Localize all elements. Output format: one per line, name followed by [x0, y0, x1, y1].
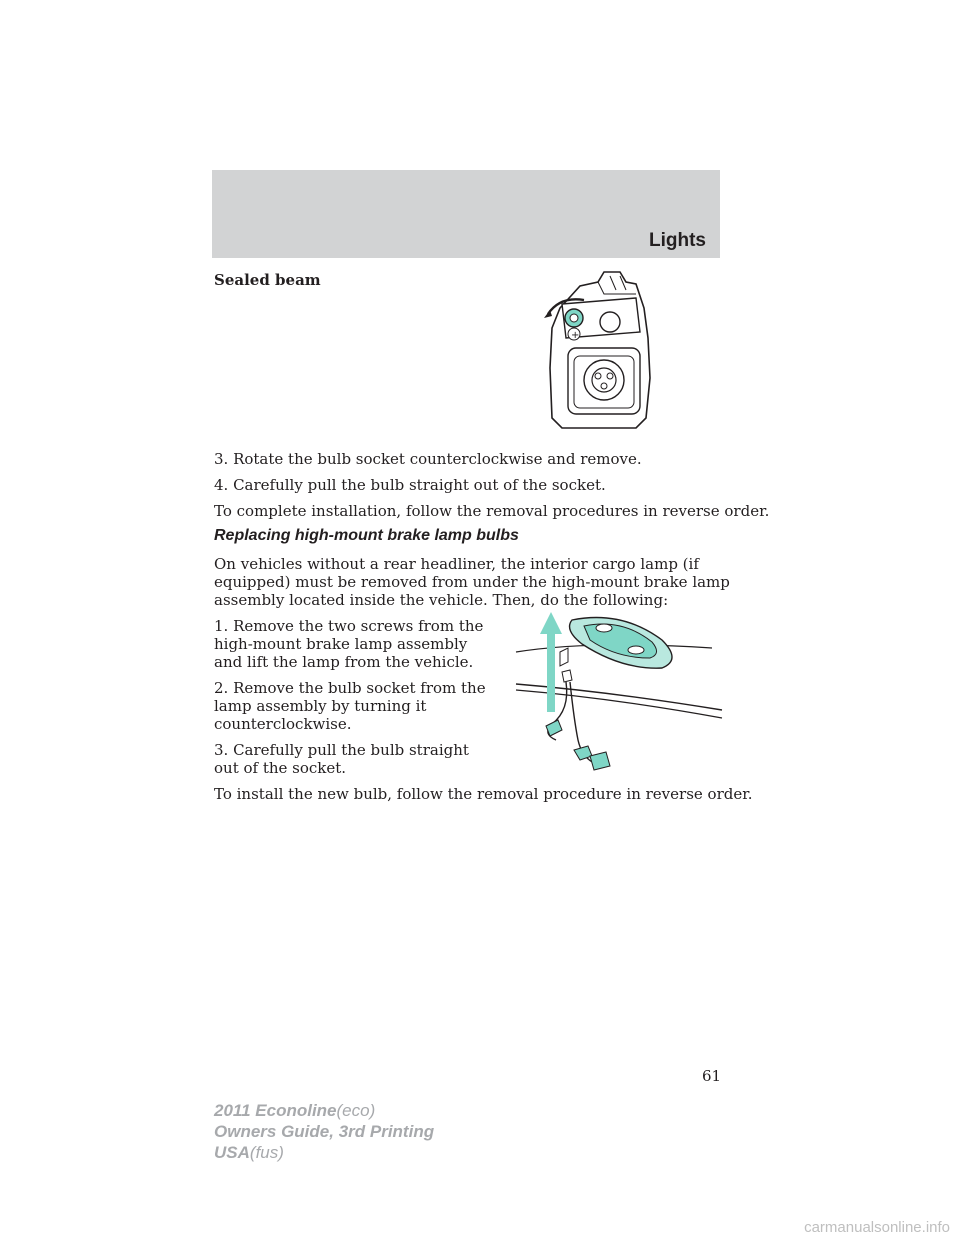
- step2-line-1: 2. Remove the bulb socket from the: [214, 679, 486, 697]
- page-number: 61: [702, 1067, 722, 1085]
- intro-line-3: assembly located inside the vehicle. Then, do the following:: [214, 591, 669, 609]
- footer-market-code: (fus): [249, 1143, 284, 1162]
- high-mount-heading: Replacing high-mount brake lamp bulbs: [214, 527, 519, 544]
- step-rotate-socket: 3. Rotate the bulb socket counterclockwise and remove.: [214, 450, 642, 468]
- watermark: carmanualsonline.info: [804, 1219, 950, 1236]
- footer-line-2: Owners Guide, 3rd Printing: [214, 1122, 435, 1141]
- step1-line-1: 1. Remove the two screws from the: [214, 617, 484, 635]
- sealed-beam-illustration: [540, 268, 664, 438]
- step2-line-3: counterclockwise.: [214, 715, 352, 733]
- step3-line-1: 3. Carefully pull the bulb straight: [214, 741, 469, 759]
- section-title: Lights: [649, 230, 706, 251]
- footer-line-1: [214, 1100, 434, 1121]
- complete-installation-text: To complete installation, follow the removal procedures in reverse order.: [214, 502, 770, 520]
- footer-market: USA: [214, 1143, 250, 1162]
- section-header-band: [212, 170, 720, 258]
- svg-text:+: +: [571, 330, 580, 341]
- intro-line-2: equipped) must be removed from under the high-mount brake lamp: [214, 573, 730, 591]
- step-pull-bulb: 4. Carefully pull the bulb straight out of the socket.: [214, 476, 606, 494]
- footer-line-3: [214, 1142, 434, 1163]
- footer-model: 2011 Econoline: [214, 1101, 337, 1120]
- subheading-sealed-beam: Sealed beam: [214, 271, 321, 289]
- intro-line-1: On vehicles without a rear headliner, the interior cargo lamp (if: [214, 555, 699, 573]
- high-mount-brake-lamp-illustration: [512, 600, 724, 778]
- step2-line-2: lamp assembly by turning it: [214, 697, 427, 715]
- step3-line-2: out of the socket.: [214, 759, 347, 777]
- step1-line-3: and lift the lamp from the vehicle.: [214, 653, 474, 671]
- footer: [214, 1100, 434, 1163]
- footer-model-code: (eco): [336, 1101, 376, 1120]
- step1-line-2: high-mount brake lamp assembly: [214, 635, 468, 653]
- install-new-bulb-text: To install the new bulb, follow the removal procedure in reverse order.: [214, 785, 753, 803]
